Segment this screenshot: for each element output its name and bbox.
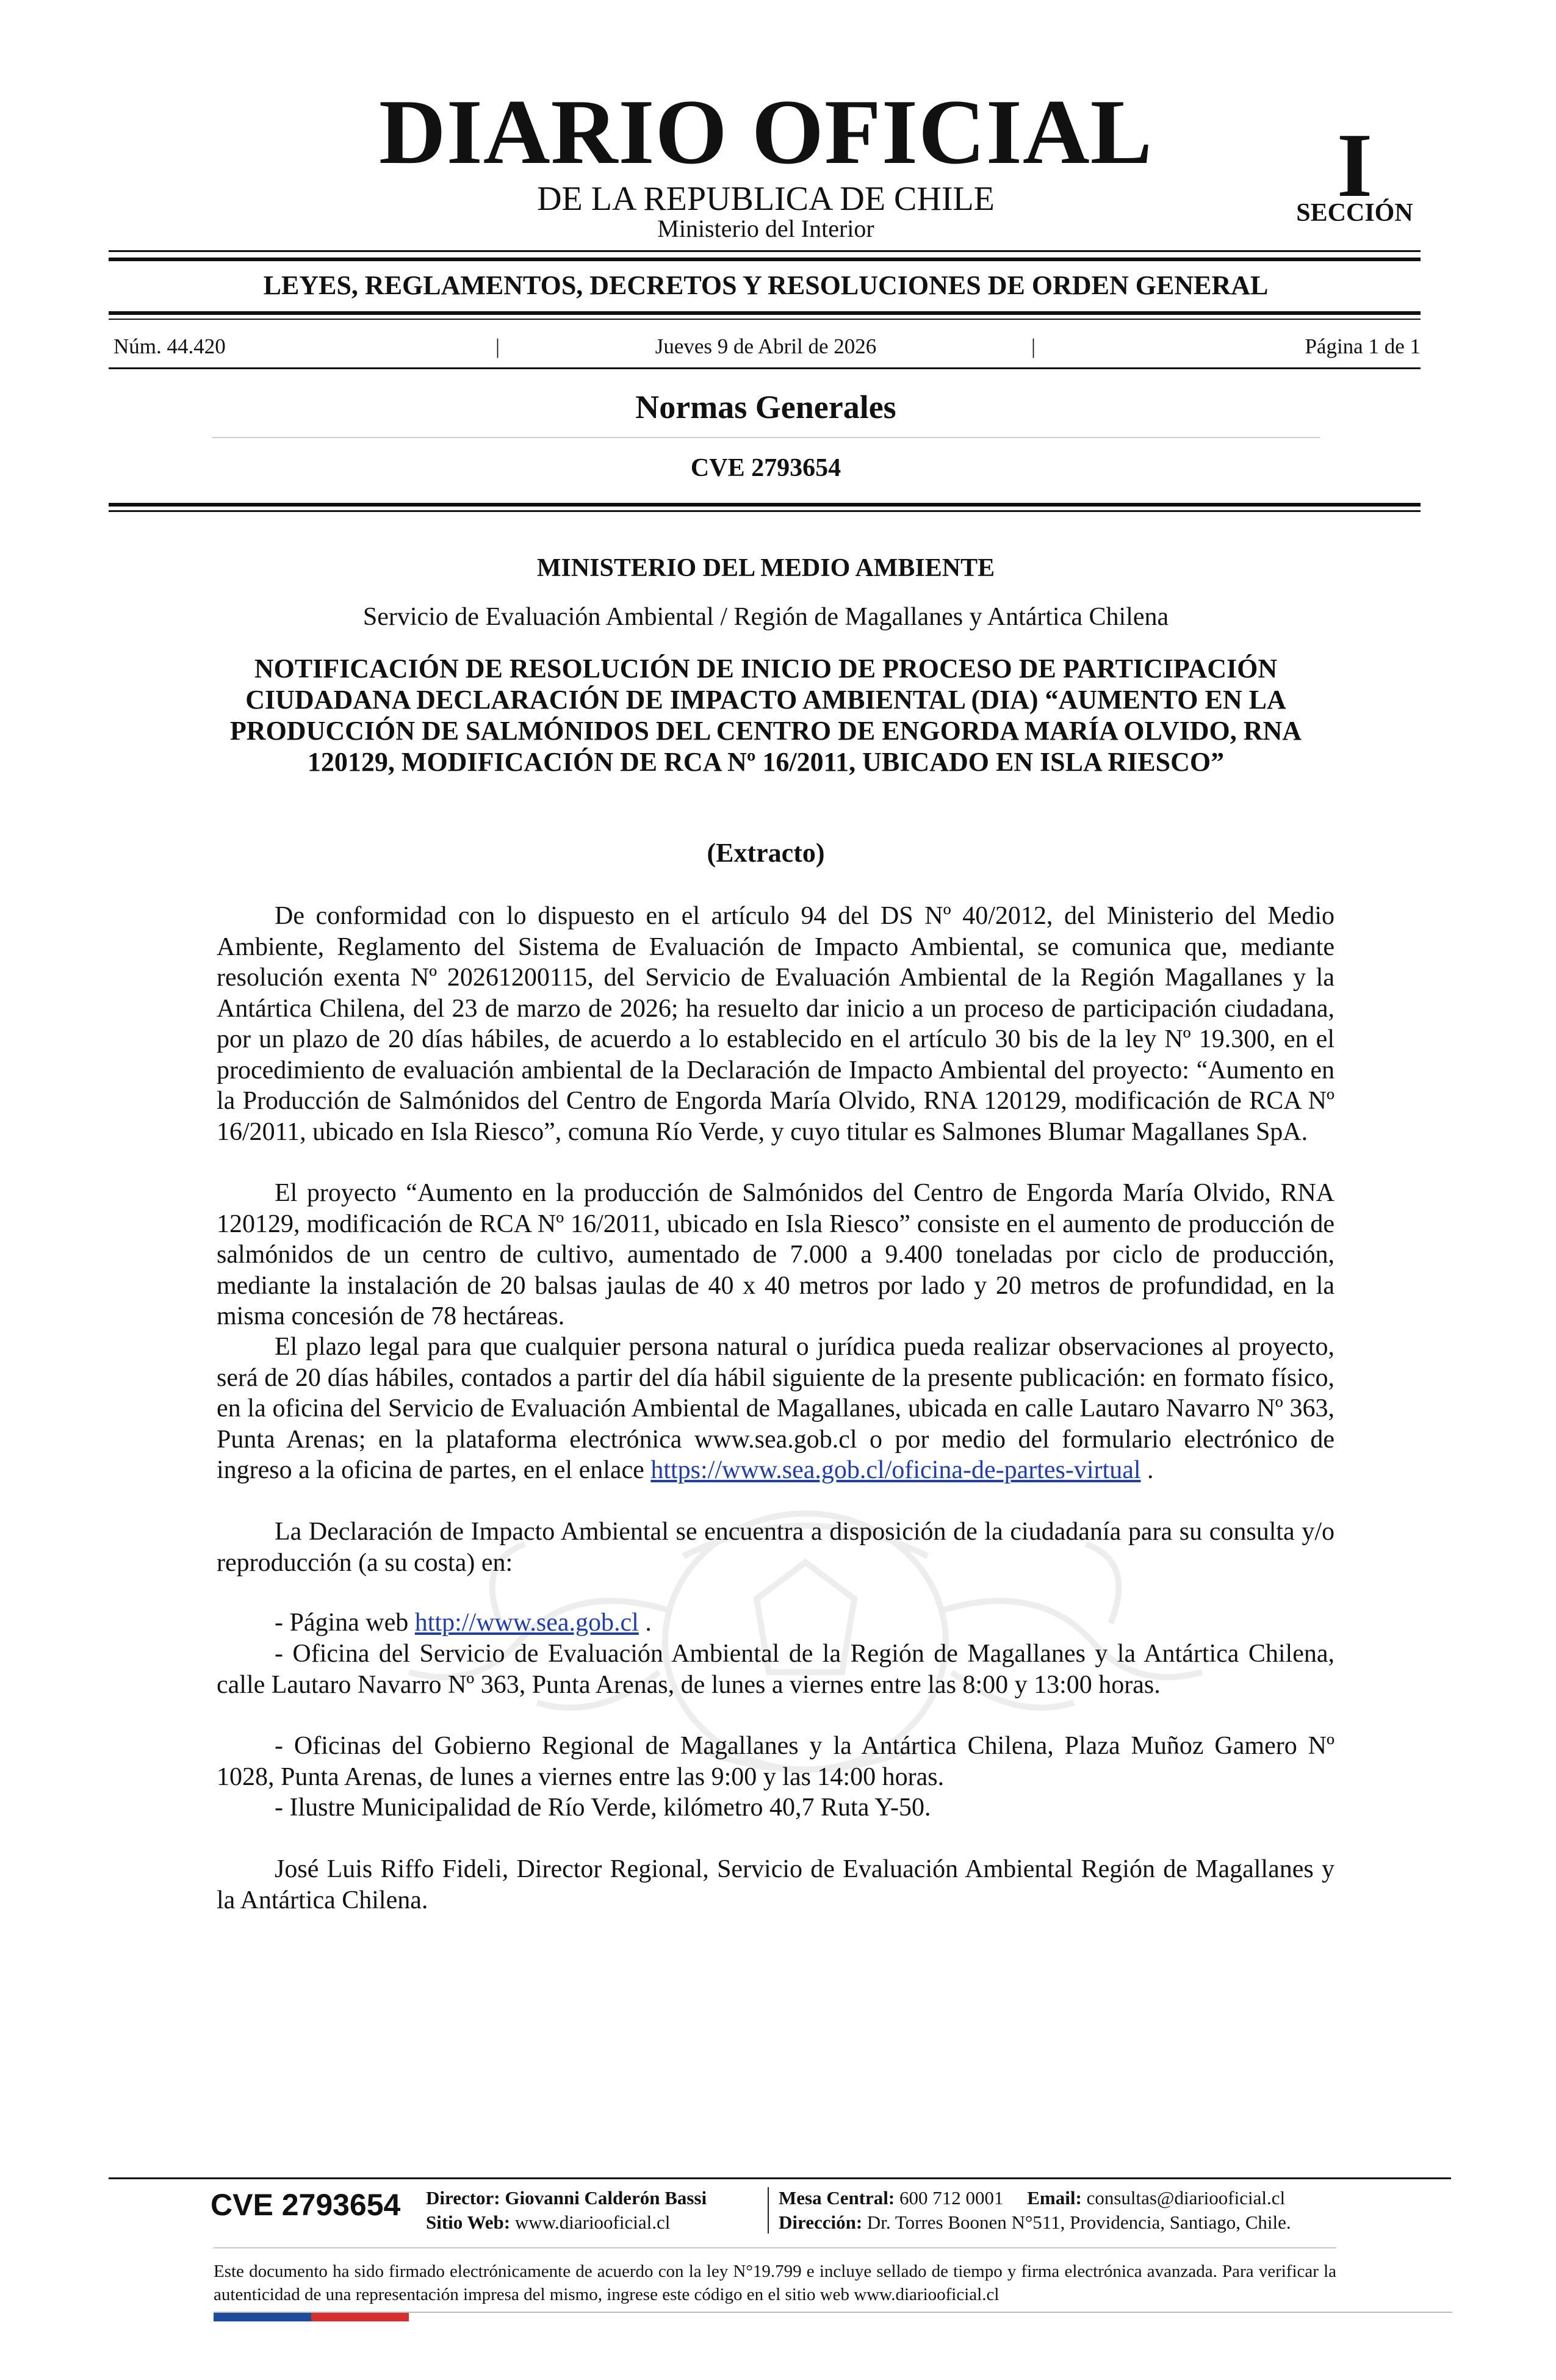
issue-separator: | [1031, 334, 1036, 358]
section-title-rule [212, 437, 1320, 438]
issue-rule [109, 367, 1421, 369]
footer-address-label: Dirección: [779, 2212, 863, 2233]
list-item-website [217, 1607, 1334, 1639]
ministry-heading: MINISTERIO DEL MEDIO AMBIENTE [536, 554, 995, 582]
list-item-municipalidad: - Ilustre Municipalidad de Río Verde, kilómetro 40,7 Ruta Y-50. [275, 1794, 931, 1822]
extract-label: (Extracto) [707, 838, 825, 868]
sea-website-link[interactable]: http://www.sea.gob.cl [414, 1609, 639, 1637]
footer-contact [779, 2188, 1285, 2207]
issue-number: Núm. 44.420 [113, 334, 226, 358]
list-item-gobierno-regional: - Oficinas del Gobierno Regional de Magallanes y la Antártica Chilena, Plaza Muñoz Gamero Nº 1028, Punta Arenas, de lunes a viernes entre las 9:00 y las 14:00 horas. [217, 1732, 1334, 1791]
list-item-website-text: - Página web [275, 1609, 409, 1637]
header-rule [109, 258, 1421, 261]
issue-date: Jueves 9 de Abril de 2026 [655, 334, 877, 358]
paragraph-deadline [217, 1332, 1334, 1486]
masthead-subtitle: DE LA REPUBLICA DE CHILE [537, 180, 995, 218]
cve-header: CVE 2793654 [690, 454, 841, 482]
footer-address [779, 2213, 1291, 2232]
paragraph-resolution: De conformidad con lo dispuesto en el artículo 94 del DS Nº 40/2012, del Ministerio del Medio Ambiente, Reglamento del Sistema de Evaluación de Impacto Ambiental, se comunica que, mediante resolución exenta Nº 20261200115, del Servicio de Evaluación Ambiental de la Región Magallanes y la Antártica Chilena, del 23 de marzo de 2026; ha resuelto dar inicio a un proceso de participación ciudadana, por un plazo de 20 días hábiles, de acuerdo a lo establecido en el artículo 30 bis de la ley Nº 19.300, en el procedimiento de evaluación ambiental de la Declaración de Impacto Ambiental del proyecto: “Aumento en la Producción de Salmónidos del Centro de Engorda María Olvido, RNA 120129, modificación de RCA Nº 16/2011, ubicado en Isla Riesco”, comuna Río Verde, y cuyo titular es Salmones Blumar Magallanes SpA. [217, 902, 1334, 1146]
laws-header: LEYES, REGLAMENTOS, DECRETOS Y RESOLUCIONES DE ORDEN GENERAL [263, 270, 1269, 300]
paragraph-deadline-end: . [1147, 1456, 1154, 1484]
section-title: Normas Generales [635, 389, 896, 425]
footer-website [426, 2213, 670, 2232]
footer-director-label: Director: [426, 2187, 500, 2209]
list-item-sea-office: - Oficina del Servicio de Evaluación Ambiental de la Región de Magallanes y la Antártica Chilena, calle Lautaro Navarro Nº 363, Punta Arenas, de lunes a viernes entre las 8:00 y 13:00 horas. [217, 1640, 1334, 1699]
service-subheading: Servicio de Evaluación Ambiental / Región de Magallanes y Antártica Chilena [362, 603, 1169, 631]
list-item-website-end: . [645, 1609, 652, 1637]
footer-separator [768, 2187, 769, 2234]
paragraph-project: El proyecto “Aumento en la producción de Salmónidos del Centro de Engorda María Olvido, RNA 120129, modificación de RCA Nº 16/2011, ubicado en Isla Riesco” consiste en el aumento de producción de salmónidos de un centro de cultivo, aumentado de 7.000 a 9.400 toneladas por ciclo de producción, mediante la instalación de 20 balsas jaulas de 40 x 40 metros por lado y 20 metros de profundidad, en la misma concesión de 78 hectáreas. [217, 1179, 1334, 1330]
footer-mesa-value: 600 712 0001 [899, 2187, 1004, 2209]
notification-title: NOTIFICACIÓN DE RESOLUCIÓN DE INICIO DE PROCESO DE PARTICIPACIÓN CIUDADANA DECLARACIÓN DE IMPACTO AMBIENTAL (DIA) “AUMENTO EN LA PRODUCCIÓN DE SALMÓNIDOS DEL CENTRO DE ENGORDA MARÍA OLVIDO, RNA 120129, MODIFICACIÓN DE RCA Nº 16/2011, UBICADO EN ISLA RIESCO” [229, 654, 1302, 777]
header-rule [109, 319, 1421, 320]
cve-rule [109, 503, 1421, 507]
footer-mesa-label: Mesa Central: [779, 2187, 895, 2209]
paragraph-availability: La Declaración de Impacto Ambiental se encuentra a disposición de la ciudadanía para su consulta y/o reproducción (a su costa) en: [217, 1518, 1334, 1577]
footer-address-value: Dr. Torres Boonen N°511, Providencia, Santiago, Chile. [866, 2212, 1291, 2233]
issue-page: Página 1 de 1 [1305, 334, 1421, 358]
paragraph-deadline-text: El plazo legal para que cualquier persona natural o jurídica pueda realizar observaciones al proyecto, será de 20 días hábiles, contados a partir del día hábil siguiente de la presente publicación: en formato físico, en la oficina del Servicio de Evaluación Ambiental de Magallanes, ubicada en calle Lautaro Navarro Nº 363, Punta Arenas; en la plataforma electrónica www.sea.gob.cl o por medio del formulario electrónico de ingreso a la oficina de partes, en el enlace [217, 1333, 1334, 1484]
oficina-partes-link[interactable]: https://www.sea.gob.cl/oficina-de-partes-virtual [650, 1456, 1141, 1484]
footer-director-name: Giovanni Calderón Bassi [505, 2187, 707, 2209]
masthead-ministry: Ministerio del Interior [657, 215, 874, 242]
footer-email-value[interactable]: consultas@diariooficial.cl [1086, 2187, 1286, 2209]
footer-legal-notice: Este documento ha sido firmado electrónicamente de acuerdo con la ley N°19.799 e incluye sellado de tiempo y firma electrónica avanzada. Para verificar la autenticidad de una representación impresa del mismo, ingrese este código en el sitio web www.diariooficial.cl [214, 2262, 1336, 2304]
masthead-title: DIARIO OFICIAL [378, 81, 1153, 183]
footer-website-value[interactable]: www.diariooficial.cl [514, 2212, 671, 2233]
section-label: SECCIÓN [1296, 199, 1413, 227]
flag-stripe-blue [214, 2313, 311, 2321]
footer-rule [109, 2177, 1451, 2179]
footer-website-label: Sitio Web: [426, 2212, 511, 2233]
footer-cve: CVE 2793654 [211, 2188, 401, 2222]
section-number: I [1336, 115, 1373, 216]
header-rule [109, 250, 1421, 252]
cve-rule [109, 510, 1421, 512]
footer-director [426, 2188, 707, 2207]
flag-stripe-red [311, 2313, 409, 2321]
signature: José Luis Riffo Fideli, Director Regional, Servicio de Evaluación Ambiental Región de Magallanes y la Antártica Chilena. [217, 1855, 1334, 1914]
footer-email-label: Email: [1027, 2187, 1082, 2209]
header-rule [109, 311, 1421, 315]
issue-separator: | [495, 334, 500, 358]
